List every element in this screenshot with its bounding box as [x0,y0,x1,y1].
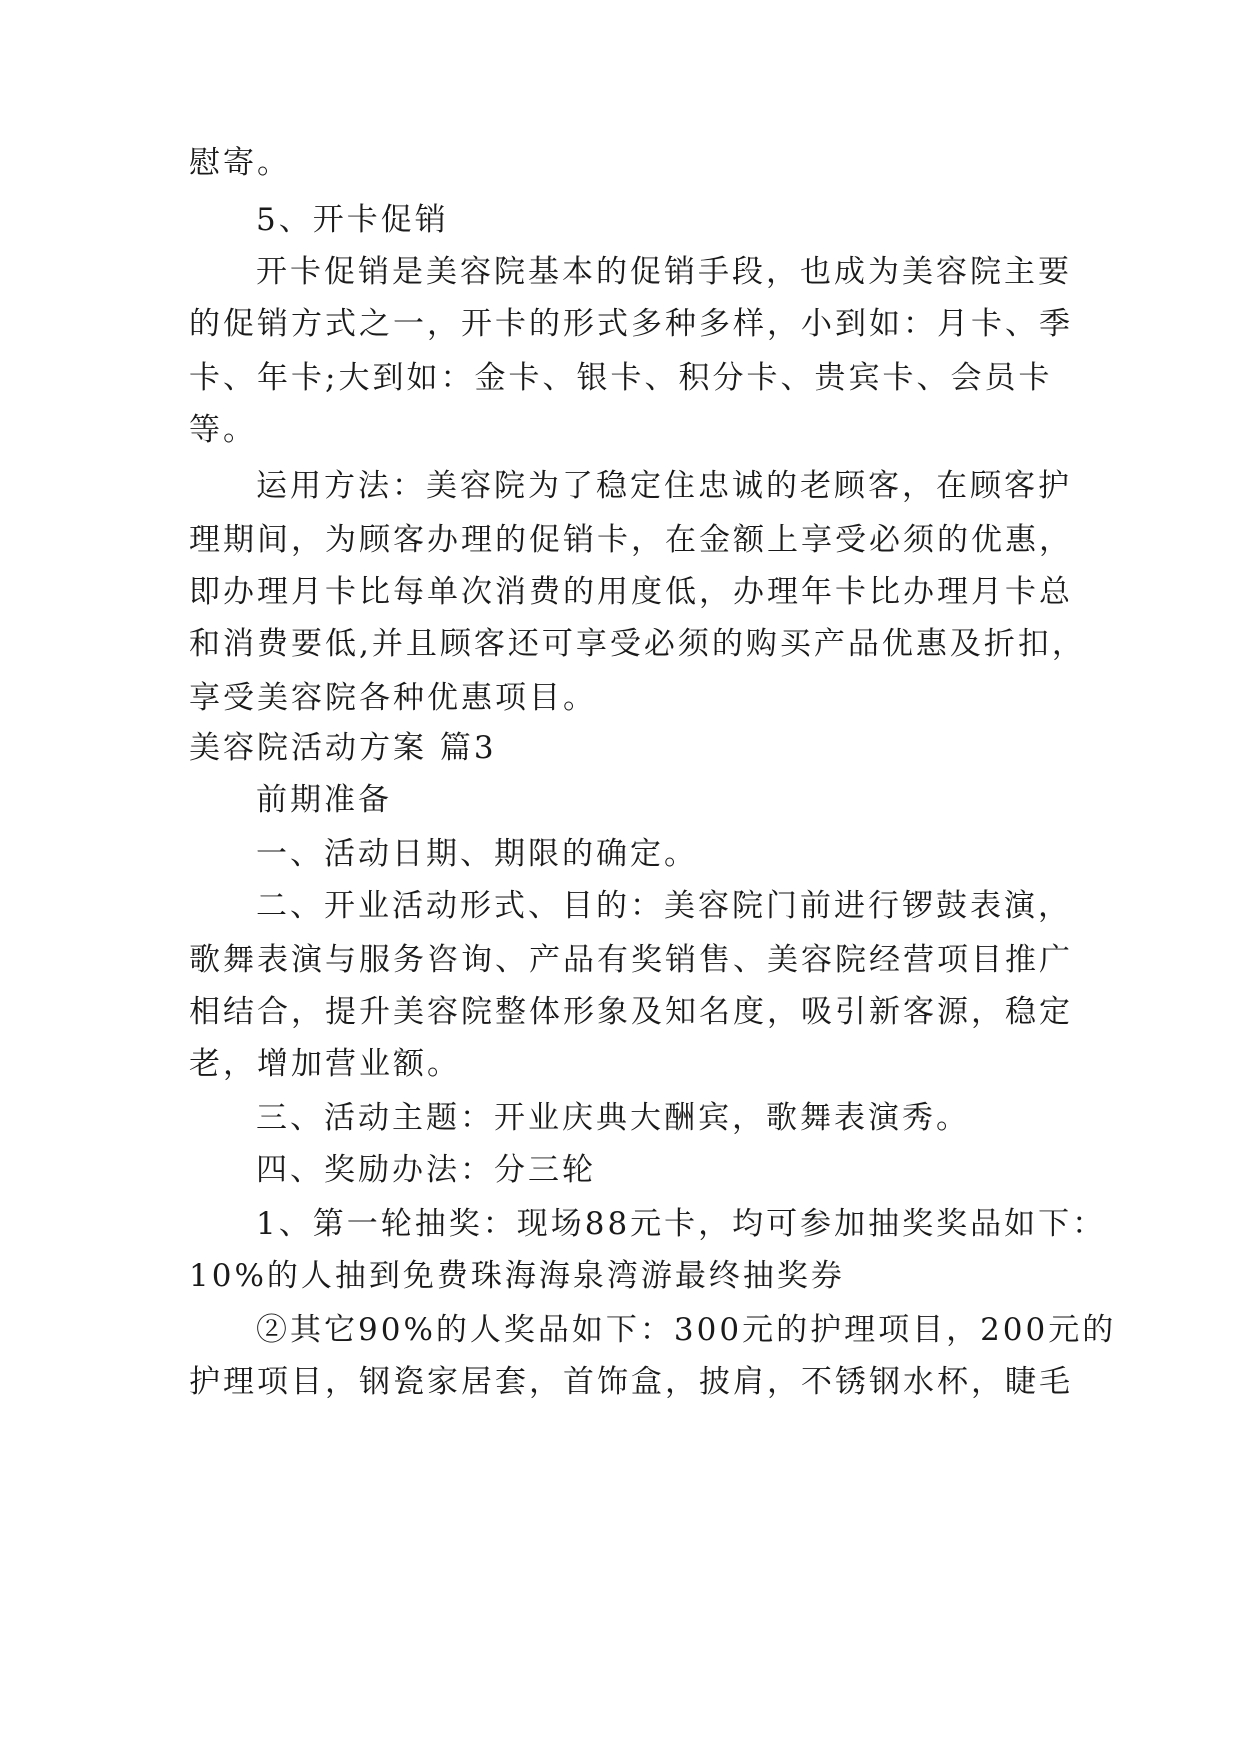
text-line: 享受美容院各种优惠项目。 [189,680,597,716]
text-line: 10%的人抽到免费珠海海泉湾游最终抽奖券 [189,1258,845,1294]
text-line: 二、开业活动形式、目的：美容院门前进行锣鼓表演， [256,888,1072,924]
section-heading: 前期准备 [256,782,392,818]
text-line: 卡、年卡;大到如：金卡、银卡、积分卡、贵宾卡、会员卡 [189,360,1053,396]
text-line: 和消费要低,并且顾客还可享受必须的购买产品优惠及折扣， [189,626,1086,662]
text-line: 开卡促销是美容院基本的促销手段，也成为美容院主要 [256,254,1072,290]
text-line: 老，增加营业额。 [189,1046,461,1082]
text-line: ②其它90%的人奖品如下：300元的护理项目，200元的 [256,1312,1117,1348]
text-line: 等。 [189,412,257,448]
text-line: 歌舞表演与服务咨询、产品有奖销售、美容院经营项目推广 [189,942,1073,978]
text-line: 三、活动主题：开业庆典大酬宾，歌舞表演秀。 [256,1100,970,1136]
text-line: 四、奖励办法：分三轮 [256,1152,596,1188]
text-line: 相结合，提升美容院整体形象及知名度，吸引新客源，稳定 [189,994,1073,1030]
text-line: 即办理月卡比每单次消费的用度低，办理年卡比办理月卡总 [189,574,1073,610]
text-line: 护理项目，钢瓷家居套，首饰盒，披肩，不锈钢水杯，睫毛 [189,1364,1073,1400]
document-title: 美容院活动方案 篇3 [189,730,497,766]
text-line: 理期间，为顾客办理的促销卡，在金额上享受必须的优惠， [189,522,1073,558]
text-line: 一、活动日期、期限的确定。 [256,836,698,872]
text-line: 的促销方式之一，开卡的形式多种多样，小到如：月卡、季 [189,306,1073,342]
text-line: 慰寄。 [189,145,291,181]
section-heading: 5、开卡促销 [256,202,449,238]
text-line: 1、第一轮抽奖：现场88元卡，均可参加抽奖奖品如下： [256,1206,1107,1242]
text-line: 运用方法：美容院为了稳定住忠诚的老顾客，在顾客护 [256,468,1072,504]
